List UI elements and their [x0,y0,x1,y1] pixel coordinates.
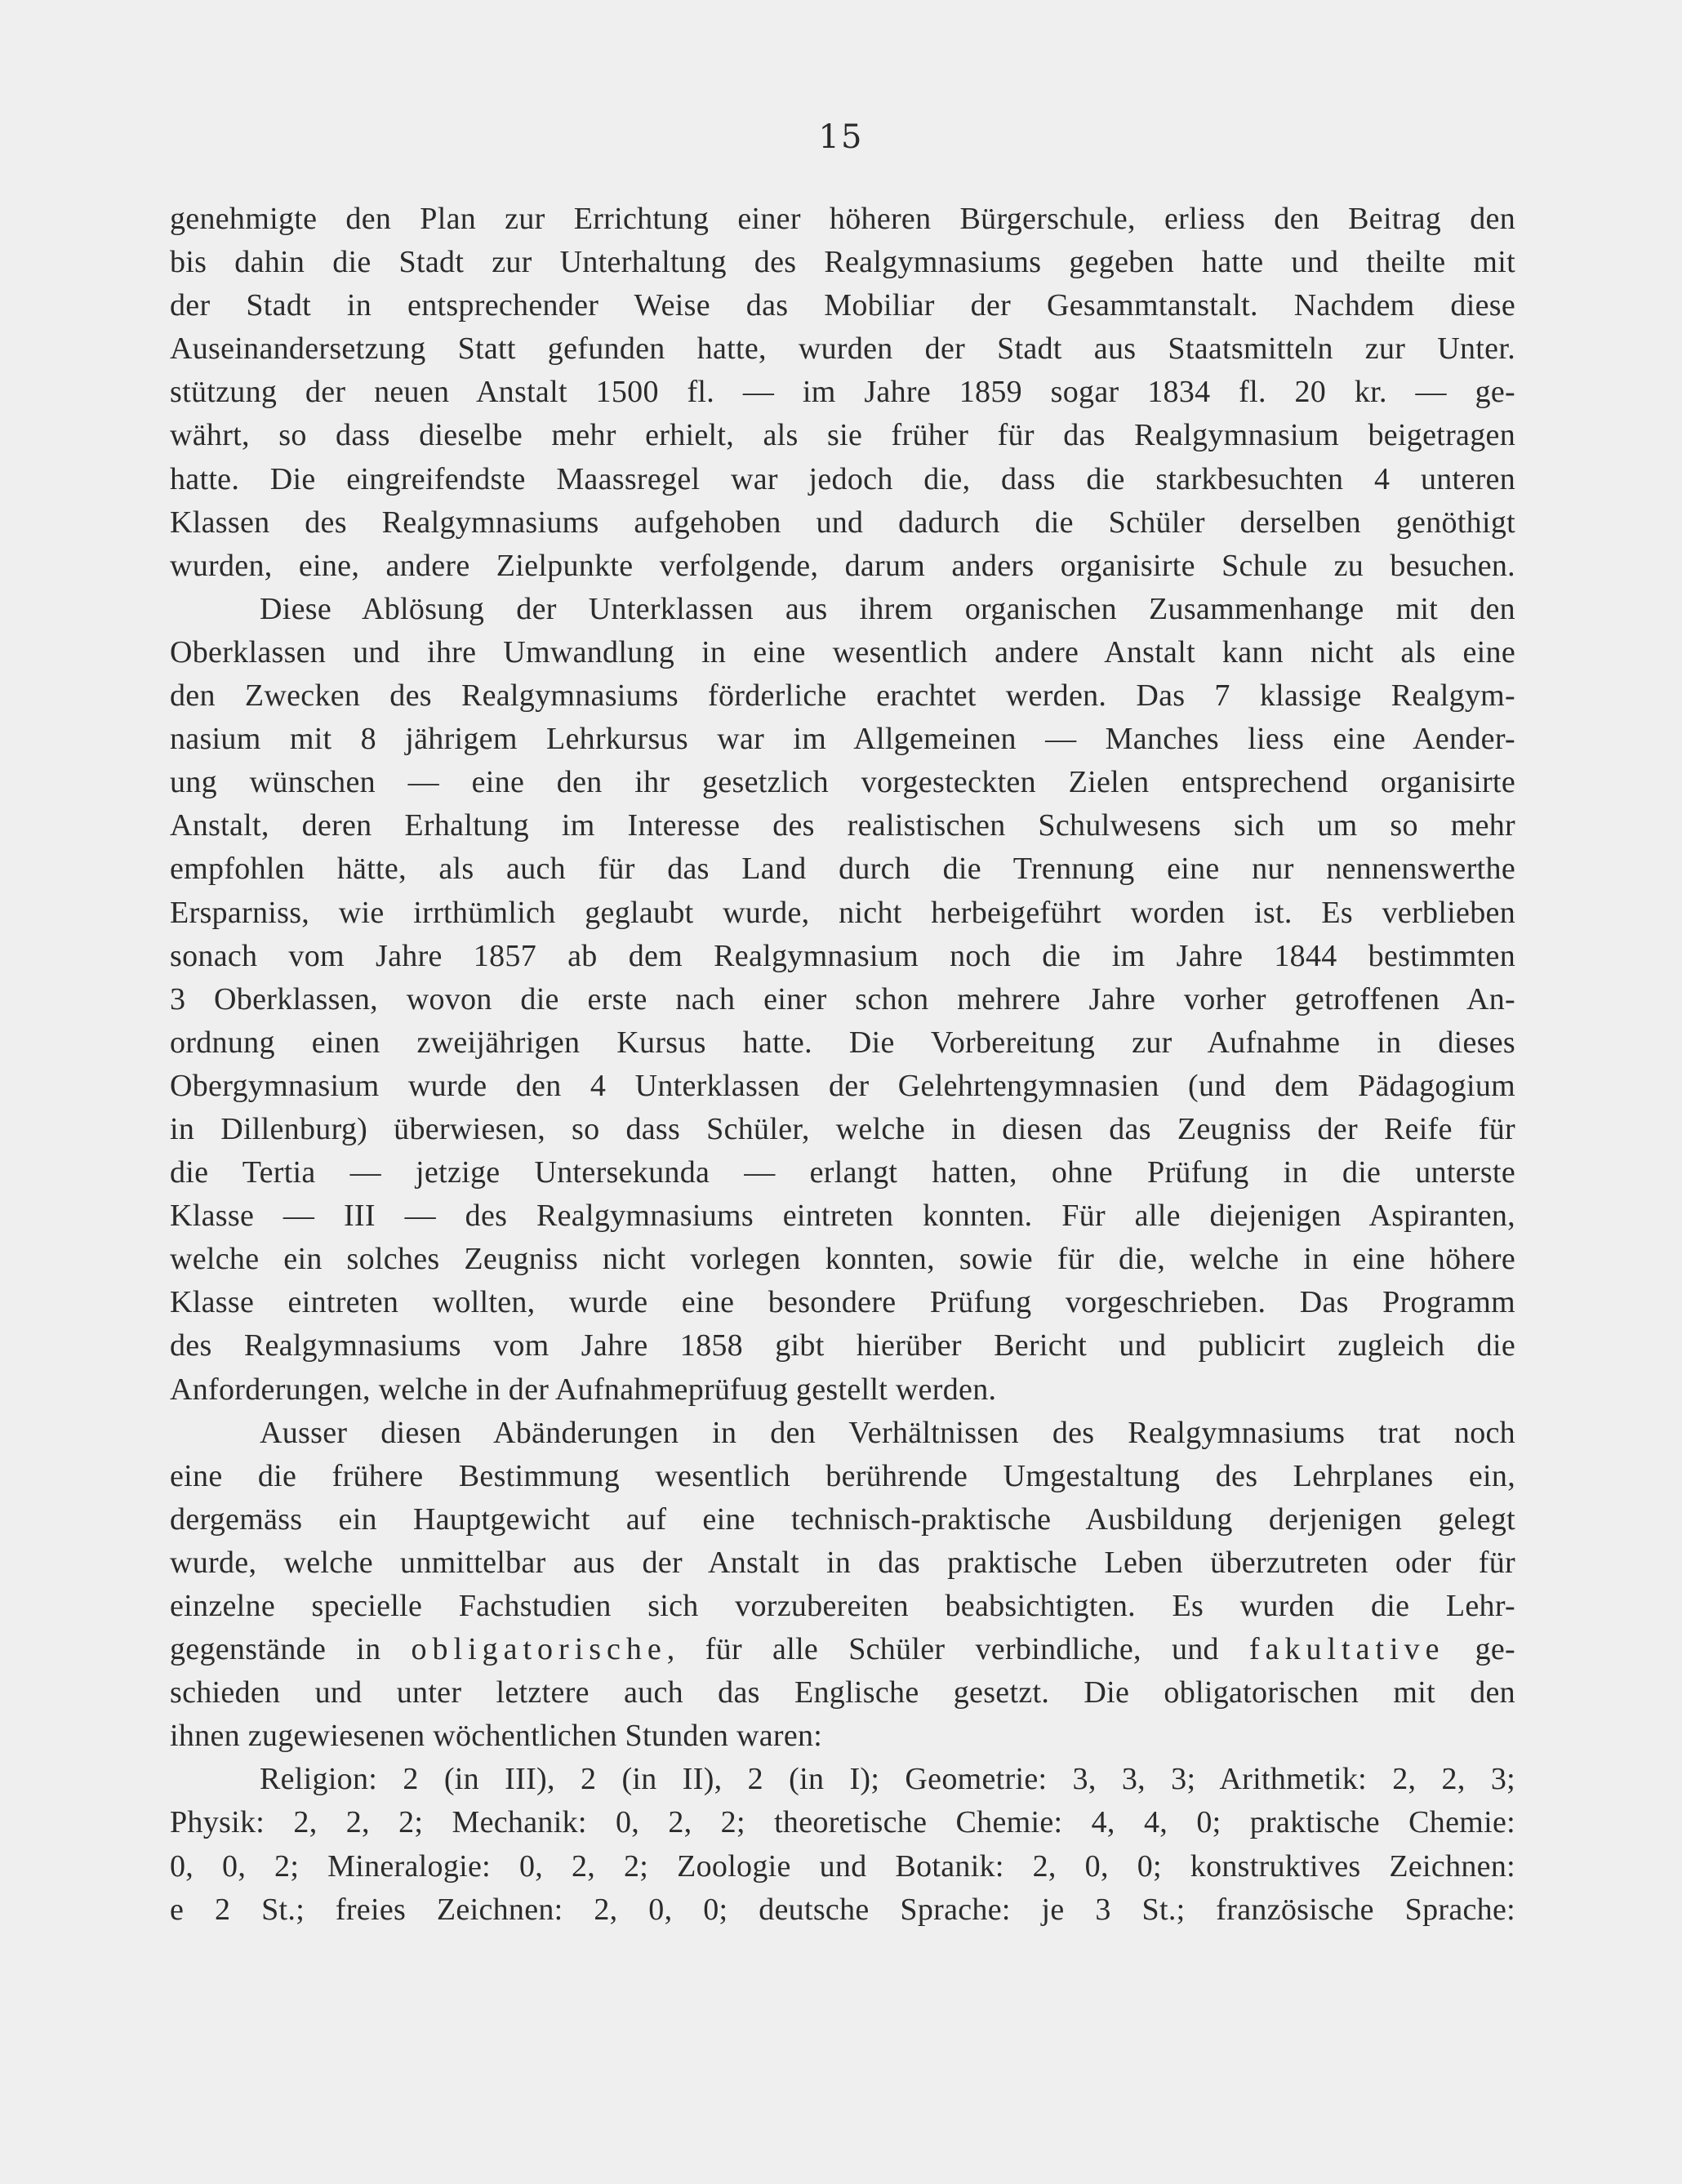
text-line: Klasse — III — des Realgymnasiums eintreten konnten. Für alle diejenigen Aspiranten, [170,1199,1515,1234]
text-line-with-spaced-terms [170,1628,1515,1671]
text-line: wurden, eine, andere Zielpunkte verfolgende, darum anders organisirte Schule zu besuchen. [170,548,1515,583]
text-line: e 2 St.; freies Zeichnen: 2, 0, 0; deutsche Sprache: je 3 St.; französische Sprache: [170,1892,1515,1927]
text-fragment: ge- [1444,1632,1515,1667]
text-line: die Tertia — jetzige Untersekunda — erlangt hatten, ohne Prüfung in die unterste [170,1155,1515,1190]
text-line: dergemäss ein Hauptgewicht auf eine technisch-praktische Ausbildung derjenigen gelegt [170,1501,1515,1537]
text-line: ordnung einen zweijährigen Kursus hatte. Die Vorbereitung zur Aufnahme in dieses [170,1025,1515,1060]
text-line: stützung der neuen Anstalt 1500 fl. — im Jahre 1859 sogar 1834 fl. 20 kr. — ge- [170,375,1515,410]
text-line: 0, 0, 2; Mineralogie: 0, 2, 2; Zoologie und Botanik: 2, 0, 0; konstruktives Zeichnen: [170,1848,1515,1884]
text-line: des Realgymnasiums vom Jahre 1858 gibt hierüber Bericht und publicirt zugleich die [170,1328,1515,1363]
spaced-term-fakultative: fakultative [1248,1632,1445,1667]
text-line: ung wünschen — eine den ihr gesetzlich vorgesteckten Zielen entsprechend organisirte [170,765,1515,800]
text-line: währt, so dass dieselbe mehr erhielt, als sie früher für das Realgymnasium beigetragen [170,418,1515,453]
body-text [170,198,1515,1932]
text-line: der Stadt in entsprechender Weise das Mobiliar der Gesammtanstalt. Nachdem diese [170,288,1515,323]
text-line: Obergymnasium wurde den 4 Unterklassen der Gelehrtengymnasien (und dem Pädagogium [170,1068,1515,1103]
text-line: den Zwecken des Realgymnasiums förderliche erachtet werden. Das 7 klassige Realgym- [170,678,1515,714]
text-line: sonach vom Jahre 1857 ab dem Realgymnasium noch die im Jahre 1844 bestimmten [170,938,1515,973]
text-line: 3 Oberklassen, wovon die erste nach einer schon mehrere Jahre vorher getroffenen An- [170,981,1515,1016]
text-line: Klassen des Realgymnasiums aufgehoben und dadurch die Schüler derselben genöthigt [170,505,1515,540]
text-line: Auseinandersetzung Statt gefunden hatte, wurden der Stadt aus Staatsmitteln zur Unter. [170,331,1515,367]
text-line: genehmigte den Plan zur Errichtung einer höheren Bürgerschule, erliess den Beitrag den [170,202,1515,236]
text-line: Klasse eintreten wollten, wurde eine besondere Prüfung vorgeschrieben. Das Programm [170,1285,1515,1320]
text-line: bis dahin die Stadt zur Unterhaltung des Realgymnasiums gegeben hatte und theilte mit [170,245,1515,280]
paragraph-start-line: Ausser diesen Abänderungen in den Verhältnissen des Realgymnasiums trat noch [260,1415,1515,1450]
paragraph-start-line: Diese Ablösung der Unterklassen aus ihrem organischen Zusammenhange mit den [260,591,1515,626]
page-number: 15 [818,118,864,156]
text-line: schieden und unter letztere auch das Englische gesetzt. Die obligatorischen mit den [170,1675,1515,1710]
text-fragment: , für alle Schüler verbindliche, und [666,1632,1249,1667]
text-line: in Dillenburg) überwiesen, so dass Schüler, welche in diesen das Zeugniss der Reife für [170,1111,1515,1146]
text-line: empfohlen hätte, als auch für das Land durch die Trennung eine nur nennenswerthe [170,852,1515,887]
text-line: einzelne specielle Fachstudien sich vorzubereiten beabsichtigten. Es wurden die Lehr- [170,1589,1515,1623]
text-line: nasium mit 8 jährigem Lehrkursus war im Allgemeinen — Manches liess eine Aender- [170,722,1515,757]
text-line: Physik: 2, 2, 2; Mechanik: 0, 2, 2; theoretische Chemie: 4, 4, 0; praktische Chemie: [170,1805,1515,1840]
text-line: welche ein solches Zeugniss nicht vorlegen konnten, sowie für die, welche in eine höhere [170,1242,1515,1277]
text-line: Oberklassen und ihre Umwandlung in eine wesentlich andere Anstalt kann nicht als eine [170,634,1515,669]
text-line: hatte. Die eingreifendste Maassregel war jedoch die, dass die starkbesuchten 4 unteren [170,461,1515,496]
spaced-term-obligatorische: obligatorische [411,1632,667,1667]
text-line: eine die frühere Bestimmung wesentlich berührende Umgestaltung des Lehrplanes ein, [170,1458,1515,1493]
paragraph-end-line: Anforderungen, welche in der Aufnahmeprüfuug gestellt werden. [170,1372,997,1407]
text-line: Ersparniss, wie irrthümlich geglaubt wurde, nicht herbeigeführt worden ist. Es verblieben [170,895,1515,930]
text-line: Anstalt, deren Erhaltung im Interesse des realistischen Schulwesens sich um so mehr [170,808,1515,843]
paragraph-end-line: ihnen zugewiesenen wöchentlichen Stunden waren: [170,1719,823,1754]
text-fragment: gegenstände in [170,1632,412,1667]
text-line: wurde, welche unmittelbar aus der Anstalt in das praktische Leben überzutreten oder für [170,1545,1515,1580]
paragraph-start-line: Religion: 2 (in III), 2 (in II), 2 (in I); Geometrie: 3, 3, 3; Arithmetik: 2, 2, 3; [260,1762,1515,1797]
